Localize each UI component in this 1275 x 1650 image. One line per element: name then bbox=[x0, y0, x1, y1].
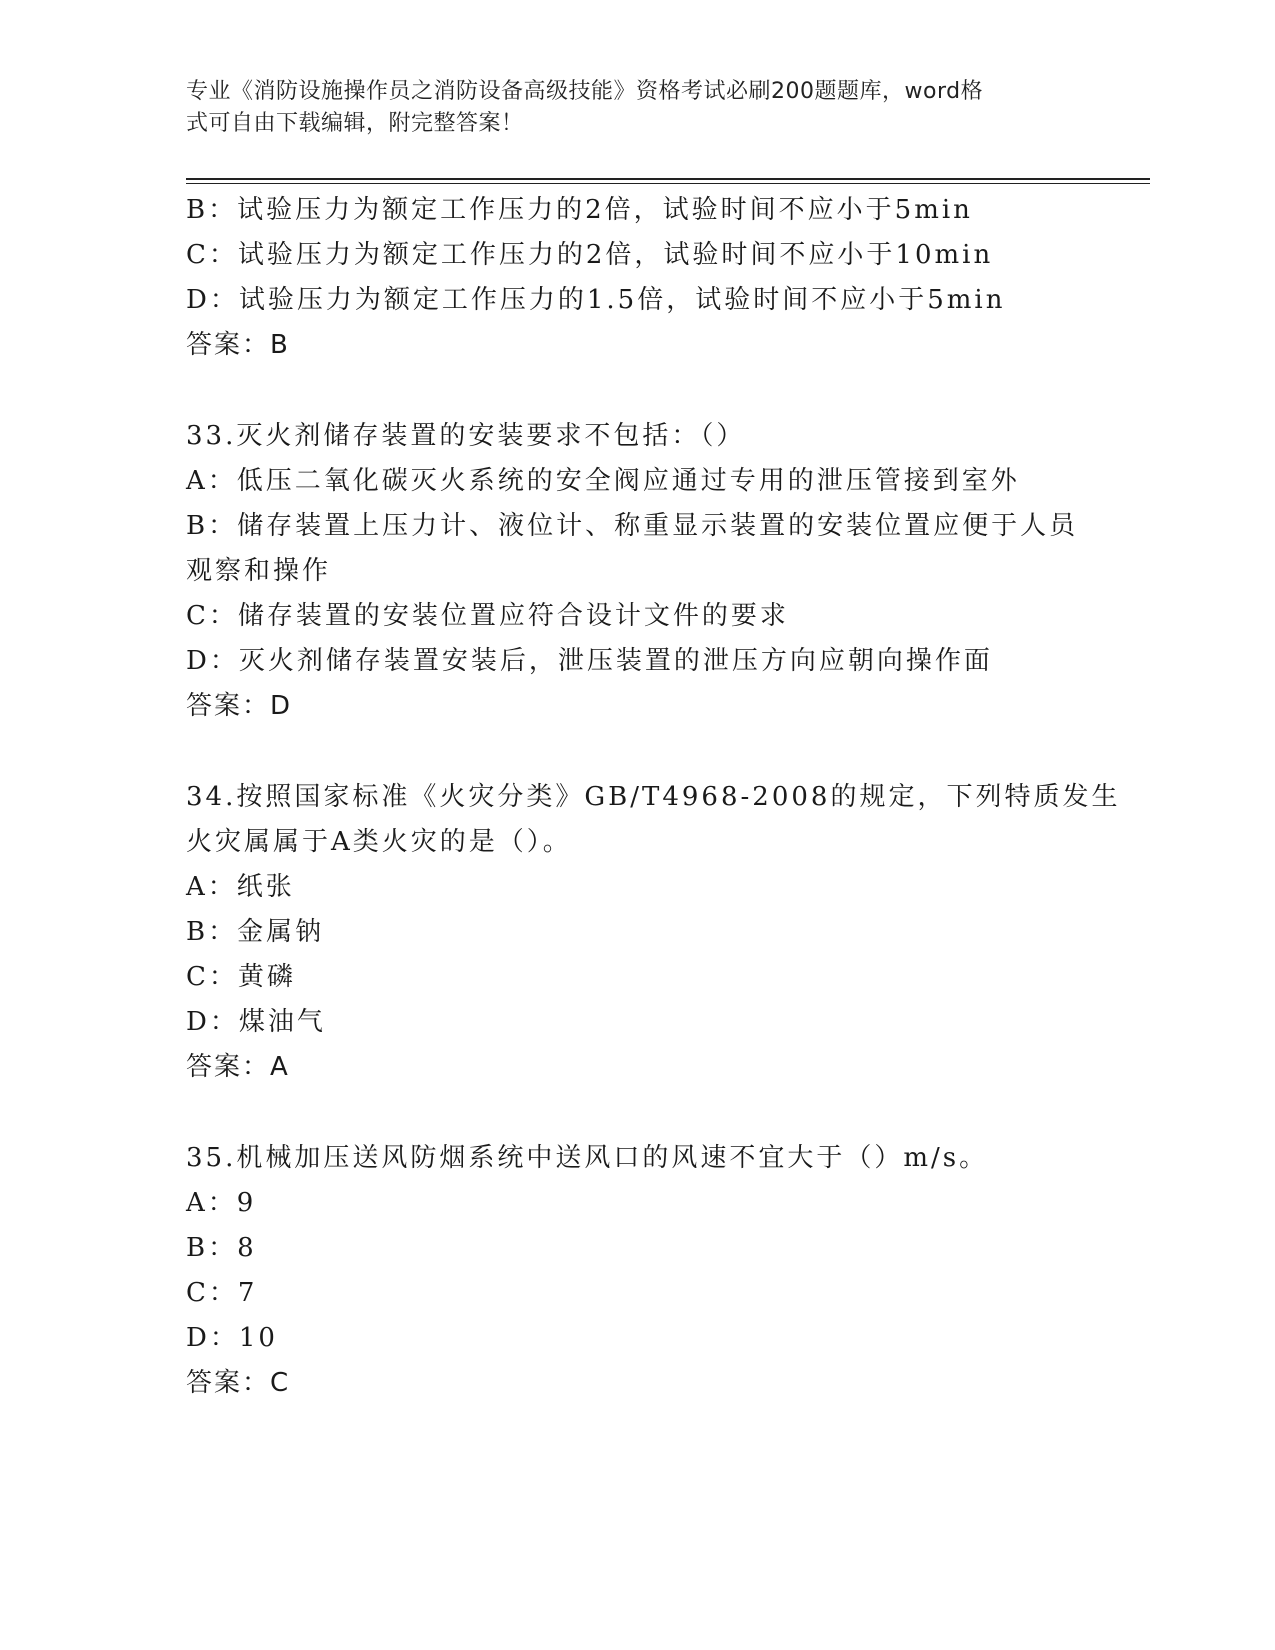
header-line-2: 式可自由下载编辑，附完整答案！ bbox=[186, 111, 524, 136]
document-header bbox=[186, 76, 1066, 140]
spacer bbox=[186, 729, 1086, 775]
option-c: C：7 bbox=[186, 1278, 258, 1308]
header-divider-thin bbox=[186, 183, 1150, 184]
option-b-continued: 观察和操作 bbox=[186, 556, 332, 586]
option-b: B：试验压力为额定工作压力的2倍，试验时间不应小于5min bbox=[186, 195, 973, 225]
answer-line: 答案：B bbox=[186, 330, 290, 360]
answer-line: 答案：A bbox=[186, 1052, 290, 1082]
option-d: D：试验压力为额定工作压力的1.5倍，试验时间不应小于5min bbox=[186, 285, 1006, 315]
question-stem: 34.按照国家标准《火灾分类》GB/T4968-2008的规定，下列特质发生 bbox=[186, 782, 1121, 812]
option-b: B：8 bbox=[186, 1233, 257, 1263]
option-a: A：9 bbox=[186, 1188, 257, 1218]
option-b: B：储存装置上压力计、液位计、称重显示装置的安装位置应便于人员 bbox=[186, 511, 1079, 541]
option-d: D：煤油气 bbox=[186, 1007, 326, 1037]
question-block-35 bbox=[186, 1136, 1086, 1406]
question-block-prev bbox=[186, 188, 1086, 368]
option-a: A：纸张 bbox=[186, 872, 295, 902]
option-a: A：低压二氧化碳灭火系统的安全阀应通过专用的泄压管接到室外 bbox=[186, 466, 1020, 496]
question-stem-continued: 火灾属属于A类火灾的是（）。 bbox=[186, 827, 572, 857]
option-c: C：试验压力为额定工作压力的2倍，试验时间不应小于10min bbox=[186, 240, 994, 270]
question-stem: 33.灭火剂储存装置的安装要求不包括：（） bbox=[186, 421, 746, 451]
question-content bbox=[186, 188, 1121, 1406]
option-b: B：金属钠 bbox=[186, 917, 325, 947]
spacer bbox=[186, 1090, 1086, 1136]
answer-line: 答案：C bbox=[186, 1368, 291, 1398]
option-d: D：灭火剂储存装置安装后，泄压装置的泄压方向应朝向操作面 bbox=[186, 646, 993, 676]
question-stem: 35.机械加压送风防烟系统中送风口的风速不宜大于（）m/s。 bbox=[186, 1143, 989, 1173]
option-c: C：储存装置的安装位置应符合设计文件的要求 bbox=[186, 601, 789, 631]
option-c: C：黄磷 bbox=[186, 962, 296, 992]
answer-line: 答案：D bbox=[186, 691, 293, 721]
option-d: D：10 bbox=[186, 1323, 278, 1353]
spacer bbox=[186, 368, 1086, 414]
question-block-33 bbox=[186, 414, 1086, 729]
question-block-34 bbox=[186, 775, 1121, 1090]
header-divider-thick bbox=[186, 178, 1150, 180]
header-line-1: 专业《消防设施操作员之消防设备高级技能》资格考试必刷200题题库，word格 bbox=[186, 79, 984, 104]
